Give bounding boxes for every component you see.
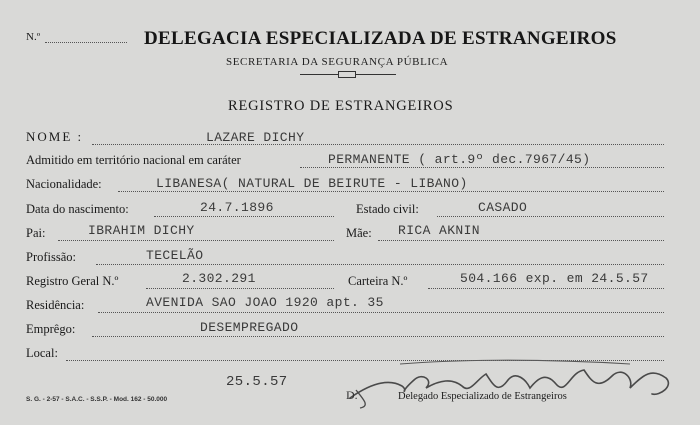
carteira-line — [428, 288, 664, 289]
number-line — [45, 42, 127, 43]
carteira-label: Carteira N.º — [348, 274, 408, 288]
nacionalidade-label: Nacionalidade: — [26, 177, 102, 191]
carteira-value: 504.166 exp. em 24.5.57 — [460, 271, 649, 286]
registro-geral-value: 2.302.291 — [182, 271, 256, 286]
registro-geral-label: Registro Geral N.º — [26, 274, 119, 288]
issue-date: 25.5.57 — [226, 374, 288, 390]
estado-civil-label: Estado civil: — [356, 202, 419, 216]
nome-label: NOME : — [26, 129, 84, 144]
form-title: REGISTRO DE ESTRANGEIROS — [228, 98, 454, 114]
residencia-value: AVENIDA SAO JOAO 1920 apt. 35 — [146, 295, 384, 310]
admitido-label: Admitido em território nacional em caráter — [26, 153, 241, 167]
estado-civil-value: CASADO — [478, 200, 528, 215]
local-label: Local: — [26, 346, 58, 360]
pai-label: Pai: — [26, 226, 46, 240]
mae-line — [378, 240, 664, 241]
nacionalidade-value: LIBANESA( NATURAL DE BEIRUTE - LIBANO) — [156, 176, 468, 191]
profissao-line — [96, 264, 664, 265]
emprego-line — [92, 336, 664, 337]
delegate-signature — [330, 350, 690, 412]
mae-label: Mãe: — [346, 226, 372, 240]
signature-initial: D. — [346, 388, 358, 402]
signature-caption: Delegado Especializado de Estrangeiros — [398, 391, 567, 402]
profissao-label: Profissão: — [26, 250, 76, 264]
nascimento-label: Data do nascimento: — [26, 202, 129, 216]
residencia-line — [98, 312, 664, 313]
admitido-value: PERMANENTE ( art.9º dec.7967/45) — [328, 152, 591, 167]
residencia-label: Residência: — [26, 298, 85, 312]
admitido-line — [300, 167, 664, 168]
nascimento-line — [154, 216, 334, 217]
nome-value: LAZARE DICHY — [206, 130, 305, 145]
pai-line — [58, 240, 334, 241]
mae-value: RICA AKNIN — [398, 223, 481, 238]
profissao-value: TECELÃO — [146, 248, 204, 263]
registro-geral-line — [146, 288, 334, 289]
emprego-value: DESEMPREGADO — [200, 320, 299, 335]
estado-civil-line — [437, 216, 664, 217]
emprego-label: Emprêgo: — [26, 322, 76, 336]
nacionalidade-line — [118, 191, 664, 192]
nascimento-value: 24.7.1896 — [200, 200, 274, 215]
number-label: N.º — [26, 31, 41, 43]
pai-value: IBRAHIM DICHY — [88, 223, 195, 238]
form-code: S. G. - 2-57 - S.A.C. - S.S.P. - Mod. 162 - 50.000 — [26, 396, 168, 403]
nome-line — [92, 144, 664, 145]
agency-subtitle: SECRETARIA DA SEGURANÇA PÚBLICA — [226, 56, 449, 68]
agency-title: DELEGACIA ESPECIALIZADA DE ESTRANGEIROS — [144, 28, 617, 49]
